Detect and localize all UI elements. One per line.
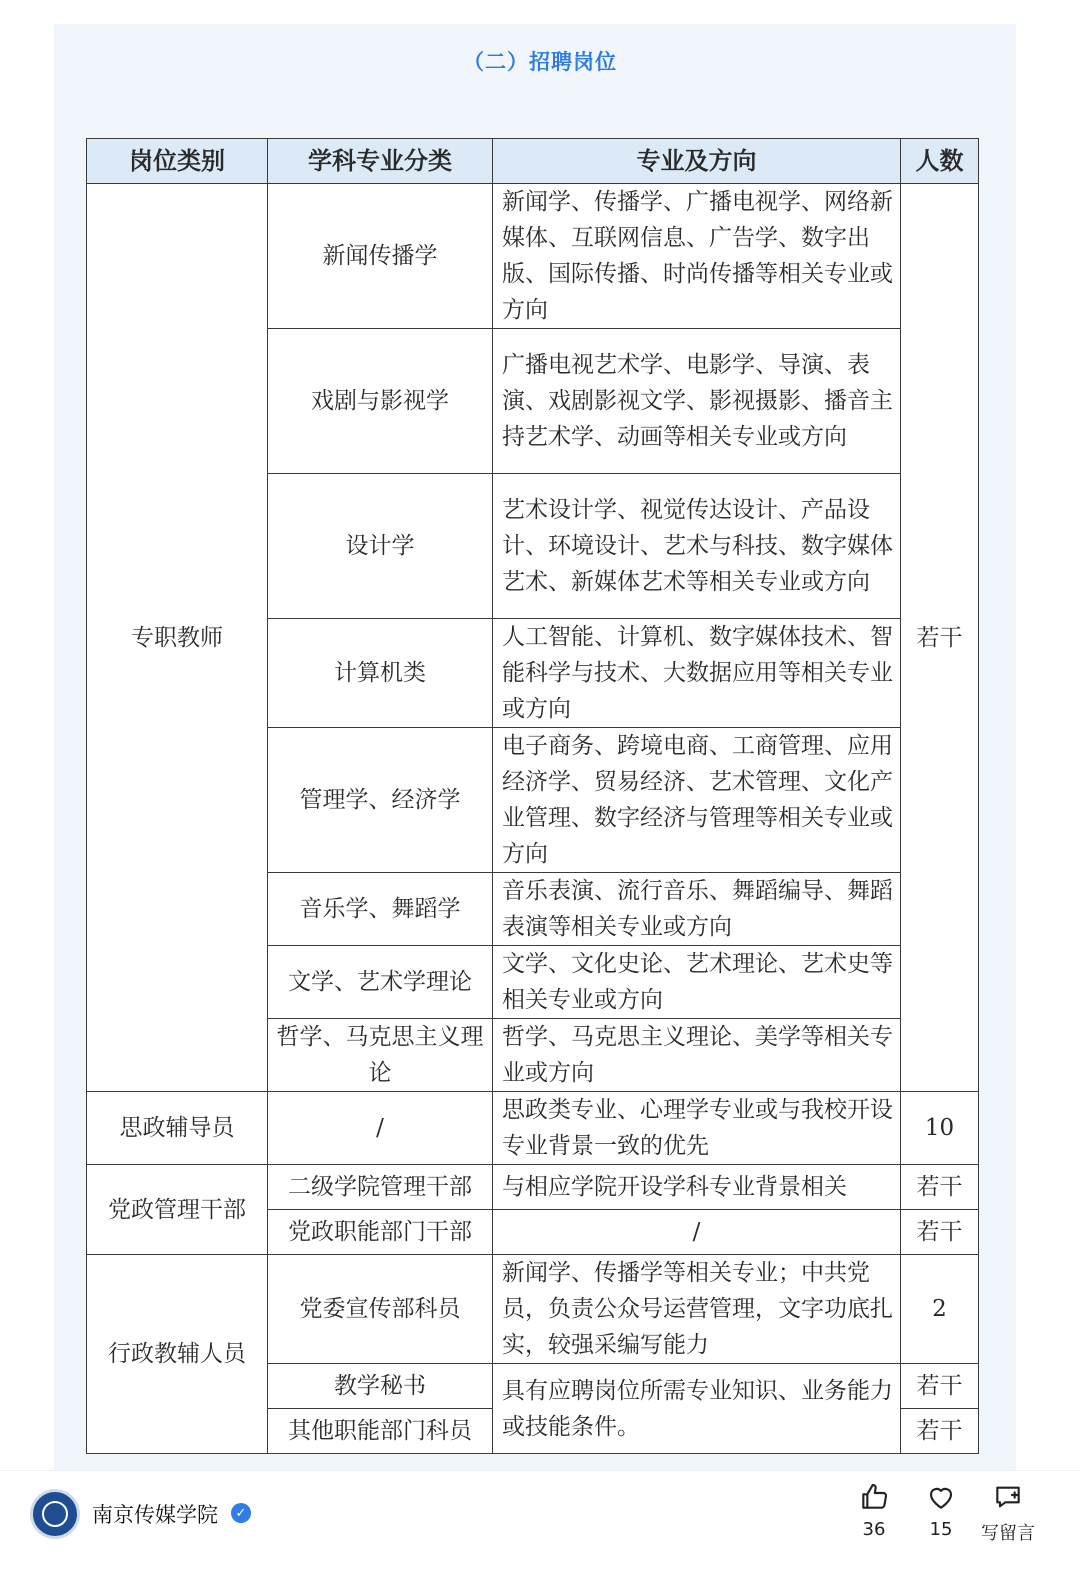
discipline-cell: 设计学 bbox=[268, 474, 493, 619]
header-position-category: 岗位类别 bbox=[87, 139, 268, 184]
like-button[interactable] bbox=[852, 1481, 896, 1540]
direction-cell: 思政类专业、心理学专业或与我校开设专业背景一致的优先 bbox=[493, 1092, 901, 1165]
direction-cell: 新闻学、传播学等相关专业；中共党员，负责公众号运营管理，文字功底扎实，较强采编写能力 bbox=[493, 1255, 901, 1364]
direction-cell: 与相应学院开设学科专业背景相关 bbox=[493, 1165, 901, 1210]
category-cell: 党政管理干部 bbox=[87, 1165, 268, 1255]
discipline-cell: 党政职能部门干部 bbox=[268, 1210, 493, 1255]
direction-cell: 哲学、马克思主义理论、美学等相关专业或方向 bbox=[493, 1019, 901, 1092]
bottom-action-bar bbox=[0, 1470, 1080, 1589]
recruitment-positions-table bbox=[86, 138, 979, 1454]
thumbs-up-icon bbox=[858, 1481, 890, 1513]
table-row bbox=[87, 1165, 979, 1210]
count-cell: 若干 bbox=[901, 1364, 979, 1409]
discipline-cell: 音乐学、舞蹈学 bbox=[268, 873, 493, 946]
count-cell: 若干 bbox=[901, 1409, 979, 1454]
discipline-cell: 文学、艺术学理论 bbox=[268, 946, 493, 1019]
table-row bbox=[87, 1092, 979, 1165]
direction-cell: 具有应聘岗位所需专业知识、业务能力或技能条件。 bbox=[493, 1364, 901, 1454]
heart-icon bbox=[925, 1481, 957, 1513]
verified-badge-icon: ✓ bbox=[231, 1503, 251, 1523]
category-cell: 思政辅导员 bbox=[87, 1092, 268, 1165]
direction-cell: 文学、文化史论、艺术理论、艺术史等相关专业或方向 bbox=[493, 946, 901, 1019]
direction-cell: 广播电视艺术学、电影学、导演、表演、戏剧影视文学、影视摄影、播音主持艺术学、动画等相关专业或方向 bbox=[493, 329, 901, 474]
discipline-cell: 党委宣传部科员 bbox=[268, 1255, 493, 1364]
favorite-count: 15 bbox=[929, 1519, 953, 1540]
discipline-cell: 教学秘书 bbox=[268, 1364, 493, 1409]
discipline-cell: 计算机类 bbox=[268, 619, 493, 728]
direction-cell: 人工智能、计算机、数字媒体技术、智能科学与技术、大数据应用等相关专业或方向 bbox=[493, 619, 901, 728]
discipline-cell: 管理学、经济学 bbox=[268, 728, 493, 873]
section-title: （二）招聘岗位 bbox=[463, 50, 617, 74]
direction-cell: 电子商务、跨境电商、工商管理、应用经济学、贸易经济、艺术管理、文化产业管理、数字经济与管理等相关专业或方向 bbox=[493, 728, 901, 873]
discipline-cell: 哲学、马克思主义理论 bbox=[268, 1019, 493, 1092]
account-name[interactable]: 南京传媒学院 bbox=[92, 1503, 218, 1527]
count-cell: 若干 bbox=[901, 1210, 979, 1255]
school-emblem-icon bbox=[42, 1501, 68, 1527]
comment-icon bbox=[992, 1481, 1024, 1513]
like-count: 36 bbox=[862, 1519, 886, 1540]
count-cell: 若干 bbox=[901, 184, 979, 1092]
account-avatar[interactable] bbox=[30, 1489, 80, 1539]
count-cell: 若干 bbox=[901, 1165, 979, 1210]
category-cell: 行政教辅人员 bbox=[87, 1255, 268, 1454]
favorite-button[interactable] bbox=[919, 1481, 963, 1540]
discipline-cell: 戏剧与影视学 bbox=[268, 329, 493, 474]
direction-cell: 艺术设计学、视觉传达设计、产品设计、环境设计、艺术与科技、数字媒体艺术、新媒体艺术等相关专业或方向 bbox=[493, 474, 901, 619]
write-comment-label: 写留言 bbox=[981, 1523, 1035, 1544]
discipline-cell: / bbox=[268, 1092, 493, 1165]
header-discipline: 学科专业分类 bbox=[268, 139, 493, 184]
discipline-cell: 其他职能部门科员 bbox=[268, 1409, 493, 1454]
table-row bbox=[87, 184, 979, 329]
table-row bbox=[87, 1255, 979, 1364]
discipline-cell: 二级学院管理干部 bbox=[268, 1165, 493, 1210]
direction-cell: 音乐表演、流行音乐、舞蹈编导、舞蹈表演等相关专业或方向 bbox=[493, 873, 901, 946]
table-header-row bbox=[87, 139, 979, 184]
direction-cell: / bbox=[493, 1210, 901, 1255]
header-count: 人数 bbox=[901, 139, 979, 184]
count-cell: 2 bbox=[901, 1255, 979, 1364]
write-comment-button[interactable] bbox=[976, 1481, 1040, 1545]
direction-cell: 新闻学、传播学、广播电视学、网络新媒体、互联网信息、广告学、数字出版、国际传播、时尚传播等相关专业或方向 bbox=[493, 184, 901, 329]
count-cell: 10 bbox=[901, 1092, 979, 1165]
discipline-cell: 新闻传播学 bbox=[268, 184, 493, 329]
category-cell: 专职教师 bbox=[87, 184, 268, 1092]
header-direction: 专业及方向 bbox=[493, 139, 901, 184]
